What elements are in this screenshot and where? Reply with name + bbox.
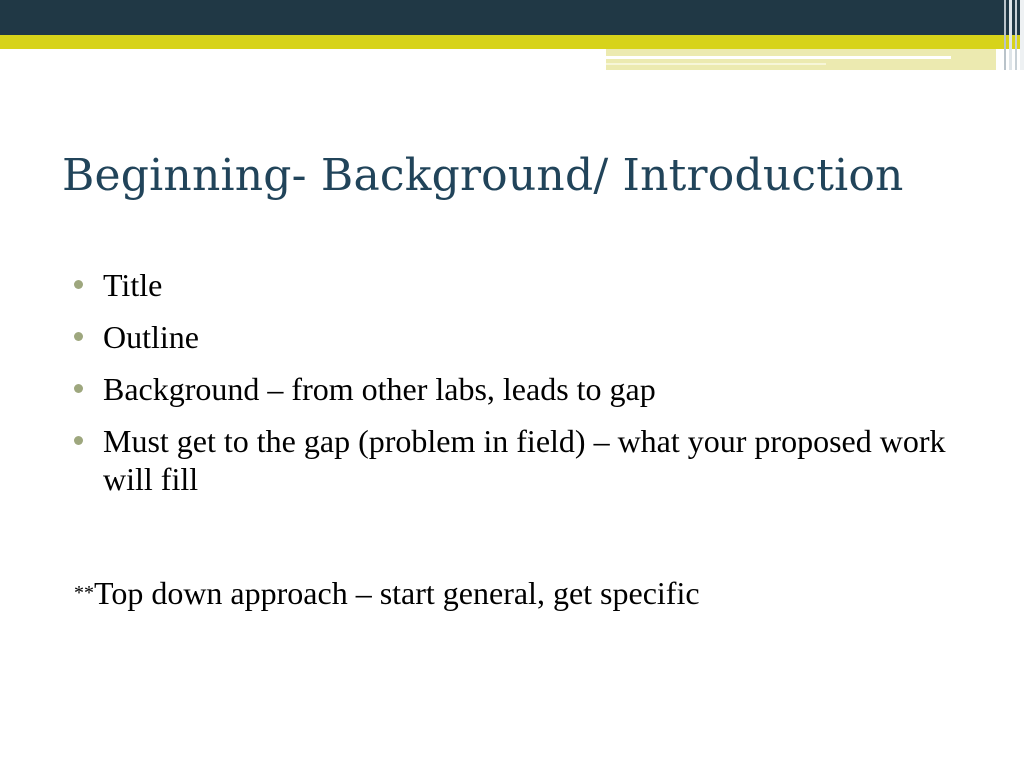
header-accent-tab [606, 49, 996, 70]
bullet-item [74, 266, 954, 304]
header-accent-line [606, 56, 951, 59]
bullet-item [74, 370, 954, 408]
bullet-dot-icon [74, 436, 83, 445]
bullet-text: Title [103, 267, 163, 303]
bullet-text: Must get to the gap (problem in field) – what your proposed work will fill [103, 423, 946, 497]
header-accent-band [0, 35, 1024, 49]
approach-note [74, 574, 700, 612]
bullet-dot-icon [74, 384, 83, 393]
bullet-dot-icon [74, 280, 83, 289]
header-accent-line-secondary [606, 63, 826, 65]
bullet-text: Outline [103, 319, 199, 355]
bullet-text: Background – from other labs, leads to gap [103, 371, 656, 407]
note-prefix: ** [74, 582, 94, 604]
bullet-list [74, 266, 954, 512]
header-dark-band [0, 0, 1024, 35]
bullet-item [74, 318, 954, 356]
note-text: Top down approach – start general, get specific [94, 575, 700, 611]
header-corner-stripes [994, 0, 1024, 70]
slide-title: Beginning- Background/ Introduction [62, 150, 904, 201]
bullet-dot-icon [74, 332, 83, 341]
bullet-item [74, 422, 954, 498]
